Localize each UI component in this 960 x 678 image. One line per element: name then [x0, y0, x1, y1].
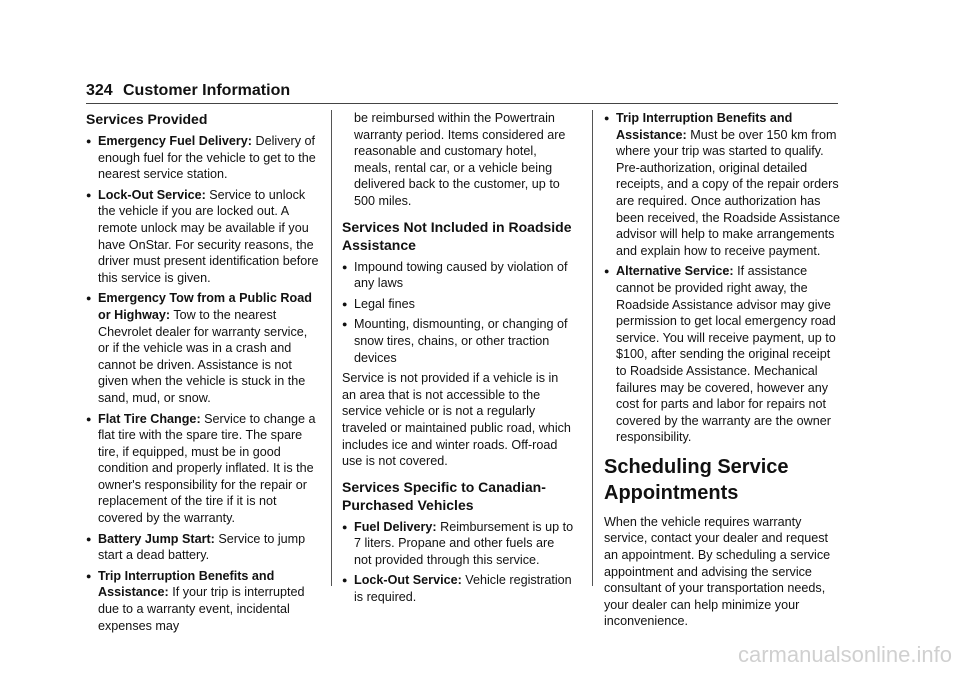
continuation-paragraph: be reimbursed within the Powertrain warranty period. Items considered are reasonable and customary hotel, meals, rental car, or a vehicle being delivered back to the customer, up to 500 miles. [354, 111, 566, 208]
bullet-icon: ● [86, 136, 92, 146]
bullet-icon: ● [86, 413, 92, 424]
list-item: ● Emergency Fuel Delivery: Delivery of enough fuel for the vehicle to get to the nearest service station. [86, 134, 316, 182]
list-item: ● Lock-Out Service: Service to unlock the vehicle if you are locked out. A remote unlock may be available if you have OnStar. For security reasons, the driver must present identification before this service is given. [86, 187, 319, 285]
bullet-icon: ● [342, 298, 348, 309]
header-divider [86, 103, 838, 104]
column-divider [592, 110, 593, 586]
bullet-icon: ● [342, 575, 348, 586]
services-provided-list [86, 133, 321, 634]
page-header [86, 82, 838, 104]
list-item: ● Trip Interruption Benefits and Assistance: Must be over 150 km from where your trip was started to qualify. Pre-authorization, original detailed receipts, and a copy of the repair orders are required. Once authorization has been received, the Roadside Assistance advisor will help to make arrangements and explain how to receive payment. [604, 111, 841, 258]
list-item: ● Emergency Tow from a Public Road or Highway: Tow to the nearest Chevrolet dealer for warranty service, or if the vehicle was in a crash and cannot be driven. Assistance is not given when the vehicle is stuck in the sand, mud, or snow. [86, 291, 312, 405]
bullet-icon: ● [86, 293, 92, 304]
list-item: ● Trip Interruption Benefits and Assistance: If your trip is interrupted due to a warranty event, incidental expenses may [86, 568, 305, 633]
list-item: ● Alternative Service: If assistance cannot be provided right away, the Roadside Assistance advisor may give permission to get local emergency road service. You will receive payment, up to $100, after sending the original receipt to Roadside Assistance. Mechanical failures may be covered, however any cost for parts and labor for repairs not covered by the warranty are the owner responsibility. [604, 264, 836, 445]
services-provided-heading: Services Provided [86, 111, 208, 127]
bullet-icon: ● [342, 319, 348, 330]
list-item: ● Battery Jump Start: Service to jump start a dead battery. [86, 531, 306, 563]
scheduling-heading: Scheduling Service Appointments [604, 455, 789, 504]
bullet-icon: ● [86, 570, 92, 581]
list-item: ● Flat Tire Change: Service to change a flat tire with the spare tire. The spare tire, if equipped, must be in good condition and properly inflated. It is the owner's responsibility for the repair or replacement of the tire if it is not covered by the warranty. [86, 411, 316, 526]
bullet-icon: ● [342, 261, 348, 272]
canadian-services-list [342, 519, 575, 606]
bullet-icon: ● [86, 189, 92, 200]
not-included-list [342, 259, 575, 367]
not-included-heading: Services Not Included in Roadside Assistance [342, 218, 572, 253]
page-number: 324 [86, 82, 113, 99]
column-middle [342, 110, 575, 610]
list-item: ● Fuel Delivery: Reimbursement is up to 7 liters. Propane and other fuels are not provided through this service. [342, 519, 574, 567]
bullet-icon: ● [604, 266, 610, 277]
column-right [604, 110, 842, 637]
bullet-icon: ● [342, 521, 348, 532]
canadian-vehicles-heading: Services Specific to Canadian-Purchased Vehicles [342, 478, 546, 513]
list-item: ● Legal fines [342, 296, 415, 311]
watermark: carmanualsonline.info [737, 642, 952, 667]
list-item: ● Impound towing caused by violation of any laws [342, 259, 568, 291]
column-left [86, 110, 321, 638]
scheduling-paragraph: When the vehicle requires warranty service, contact your dealer and request an appointment. By scheduling a service appointment and advising the service consultant of your transportation needs, your dealer can help minimize your inconvenience. [604, 514, 831, 629]
page-title: Customer Information [123, 82, 291, 99]
bullet-icon: ● [604, 113, 610, 123]
list-item: ● Lock-Out Service: Vehicle registration is required. [342, 573, 572, 605]
list-item: ● Mounting, dismounting, or changing of snow tires, chains, or other traction devices [342, 317, 568, 365]
column-divider [331, 110, 332, 586]
bullet-icon: ● [86, 533, 92, 544]
canadian-services-list-continued [604, 110, 842, 446]
not-provided-paragraph: Service is not provided if a vehicle is in an area that is not accessible to the service vehicle or is not a regularly traveled or maintained public road, which includes ice and winter roads. Off-road use is not covered. [342, 371, 571, 469]
